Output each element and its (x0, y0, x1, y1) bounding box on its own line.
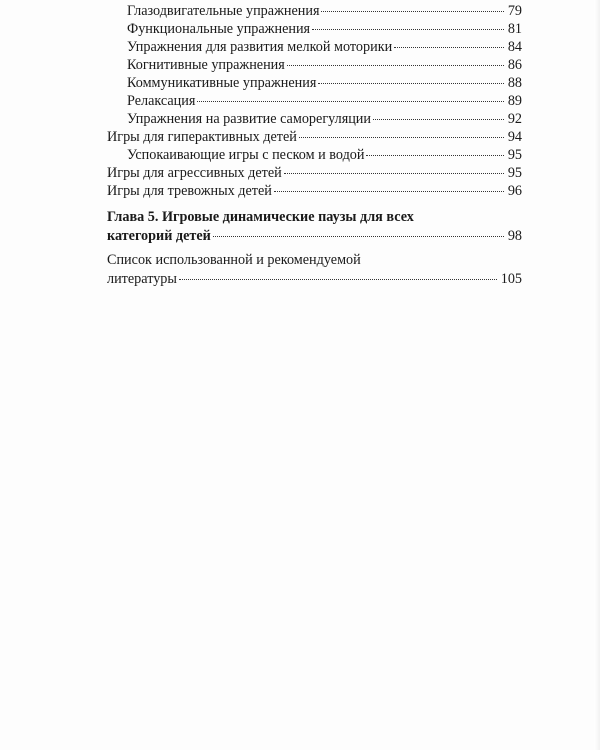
dot-leader (287, 53, 504, 66)
toc-entry-title: Упражнения для развития мелкой моторики (127, 39, 393, 55)
page-edge-shadow (594, 0, 600, 750)
dot-leader (284, 161, 504, 174)
dot-leader (213, 224, 504, 237)
toc-entry-title: Когнитивные упражнения (127, 57, 285, 73)
chapter-5-title-line2: категорий детей (107, 228, 211, 244)
toc-entry-page: 94 (507, 129, 522, 145)
bibliography-title-line2: литературы (107, 271, 177, 287)
dot-leader (373, 107, 504, 120)
dot-leader (366, 143, 503, 156)
chapter-5-title-line1: Глава 5. Игровые динамические паузы для всех (107, 209, 414, 225)
toc-entry-page: 92 (507, 111, 522, 127)
toc-entry-title: Успокаивающие игры с песком и водой (127, 147, 365, 163)
toc-entry-page: 86 (507, 57, 522, 73)
toc-entry-title: Функциональные упражнения (127, 21, 311, 37)
dot-leader (299, 125, 504, 138)
toc-entry-title: Релаксация (127, 93, 196, 109)
bibliography-entry (107, 270, 522, 287)
bibliography-title-line1: Список использованной и рекомендуемой (107, 252, 361, 268)
toc-entry-title: Игры для гиперактивных детей (107, 129, 297, 145)
toc-entry-page: 79 (507, 3, 522, 19)
dot-leader (274, 179, 504, 192)
toc-entry (107, 182, 522, 199)
toc-entry-title: Упражнения на развитие саморегуляции (127, 111, 371, 127)
toc-entry-title: Игры для агрессивных детей (107, 165, 282, 181)
dot-leader (197, 89, 503, 102)
toc-entry-title: Коммуникативные упражнения (127, 75, 317, 91)
toc-entry-title: Игры для тревожных детей (107, 183, 272, 199)
chapter-5-entry (107, 227, 522, 244)
dot-leader (312, 17, 504, 30)
dot-leader (318, 71, 503, 84)
dot-leader (321, 0, 503, 12)
toc-entry-page: 88 (507, 75, 522, 91)
toc-entry-title: Глазодвигательные упражнения (127, 3, 320, 19)
dot-leader (394, 35, 504, 48)
chapter-5-page: 98 (507, 228, 522, 244)
toc-entry-page: 96 (507, 183, 522, 199)
toc-entry-page: 81 (507, 21, 522, 37)
toc-entry-page: 89 (507, 93, 522, 109)
toc-entry-page: 95 (507, 147, 522, 163)
bibliography-page: 105 (500, 271, 522, 287)
dot-leader (179, 267, 497, 280)
toc-entry-page: 84 (507, 39, 522, 55)
toc-entry-page: 95 (507, 165, 522, 181)
